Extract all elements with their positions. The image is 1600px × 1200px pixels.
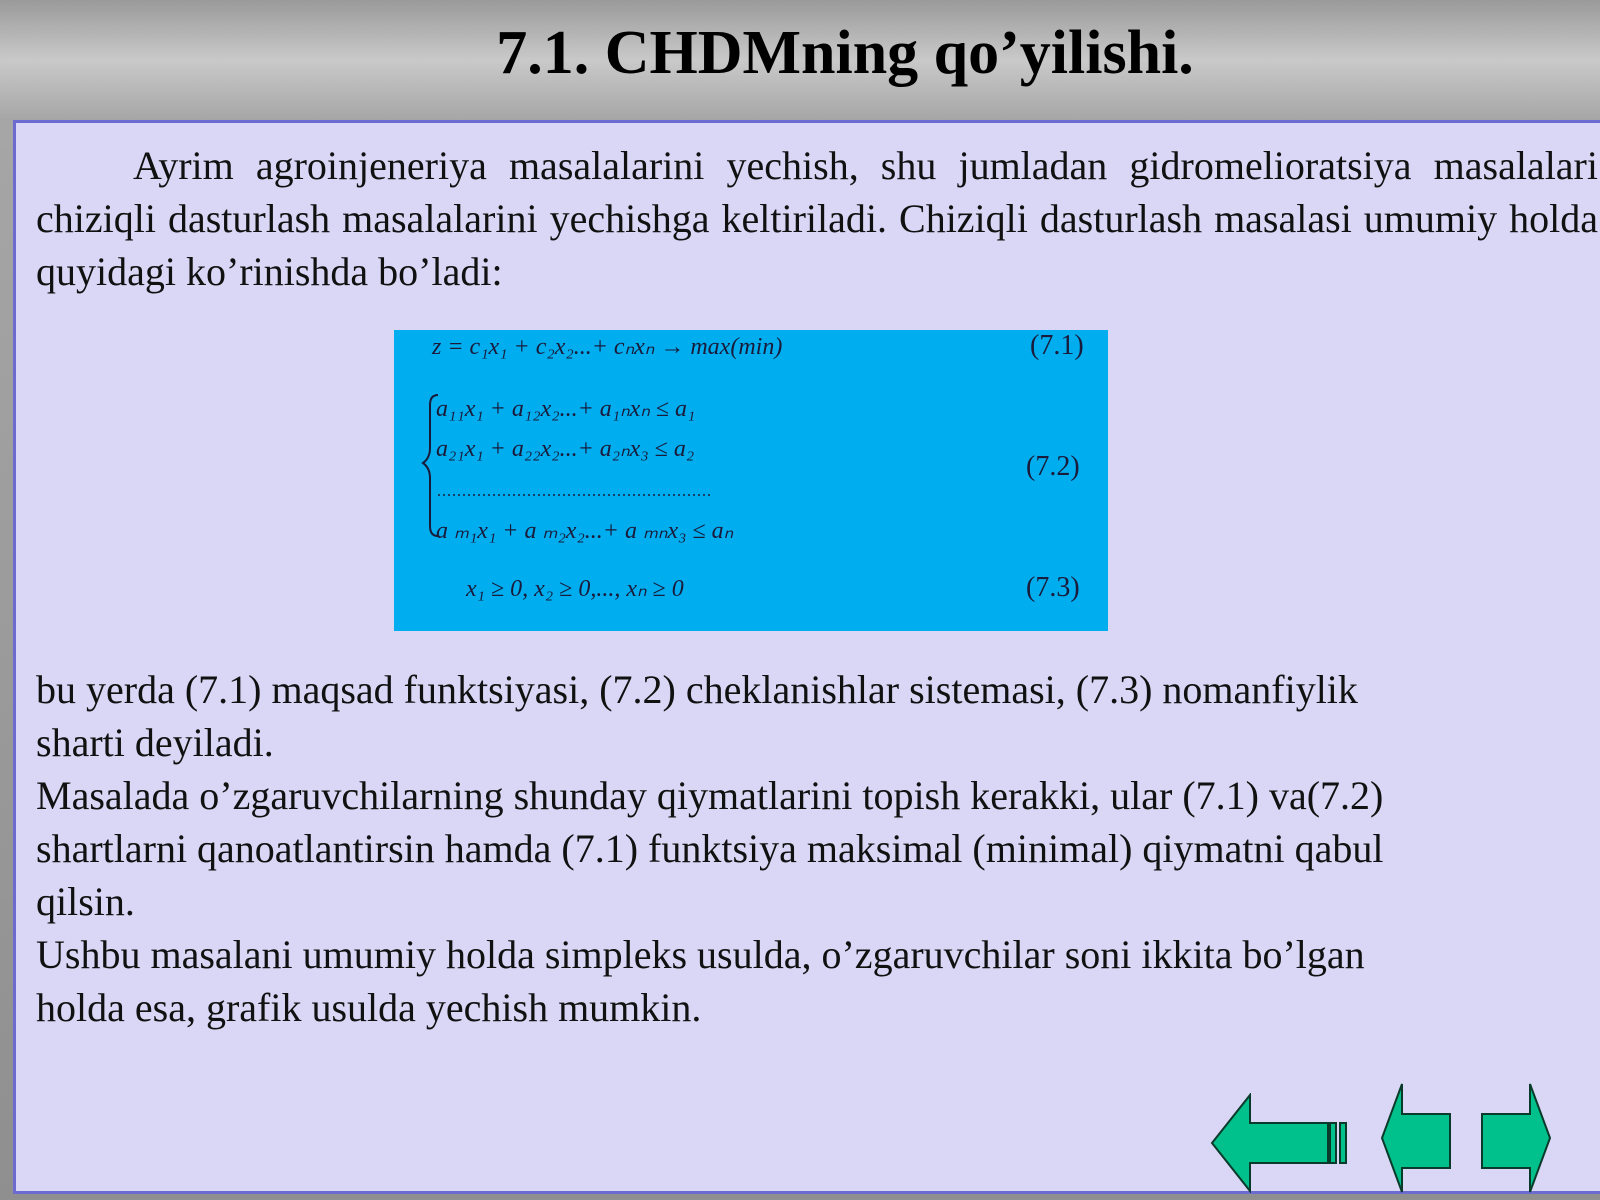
intro-paragraph: Ayrim agroinjeneriya masalalarini yechish, shu jumladan gidromelioratsiya masalalari chiziqli dasturlash masalalarini yechishga keltiriladi. Chiziqli dasturlash masalasi umumiy holda quyidagi ko’rinishda bo’ladi: (36, 143, 1598, 294)
first-slide-button[interactable] (1210, 1093, 1350, 1198)
body-line: sharti deyiladi. (36, 720, 274, 765)
body-line: Ushbu masalani umumiy holda simpleks usulda, o’zgaruvchilar soni ikkita bo’lgan (36, 932, 1365, 977)
next-slide-button[interactable] (1480, 1082, 1552, 1199)
equation-number-7-2: (7.2) (1026, 451, 1080, 482)
body-paragraph (36, 663, 1576, 1034)
body-line: shartlarni qanoatlantirsin hamda (7.1) funktsiya maksimal (minimal) qiymatni qabul (36, 826, 1384, 871)
equation-number-7-3: (7.3) (1026, 572, 1080, 603)
body-line: qilsin. (36, 879, 135, 924)
objective-formula: z = c₁x₁ + c₂x₂...+ cₙxₙ → max(min) (432, 334, 783, 360)
slide-title: 7.1. CHDMning qo’yilishi. (496, 19, 1194, 87)
body-line: bu yerda (7.1) maqsad funktsiyasi, (7.2) cheklanishlar sistemasi, (7.3) nomanfiylik (36, 667, 1358, 712)
formula-image (394, 330, 1108, 631)
arrow-left-bar-icon (1210, 1093, 1350, 1193)
nonnegativity-formula: x₁ ≥ 0, x₂ ≥ 0,..., xₙ ≥ 0 (466, 576, 684, 602)
previous-slide-button[interactable] (1380, 1082, 1452, 1199)
arrow-right-icon (1480, 1082, 1552, 1194)
body-line: holda esa, grafik usulda yechish mumkin. (36, 985, 702, 1030)
constraint-row-1: a₁₁x₁ + a₁₂x₂...+ a₁ₙxₙ ≤ a₁ (436, 396, 696, 422)
arrow-left-icon (1380, 1082, 1452, 1194)
constraint-row-2: a₂₁x₁ + a₂₂x₂...+ a₂ₙx₃ ≤ a₂ (436, 436, 695, 462)
constraint-row-m: a ₘ₁x₁ + a ₘ₂x₂...+ a ₘₙx₃ ≤ aₙ (436, 518, 734, 544)
content-panel (13, 120, 1600, 1194)
formula-svg (394, 330, 1108, 631)
equation-number-7-1: (7.1) (1030, 330, 1084, 361)
body-line: Masalada o’zgaruvchilarning shunday qiymatlarini topish kerakki, ular (7.1) va(7.2) (36, 773, 1384, 818)
